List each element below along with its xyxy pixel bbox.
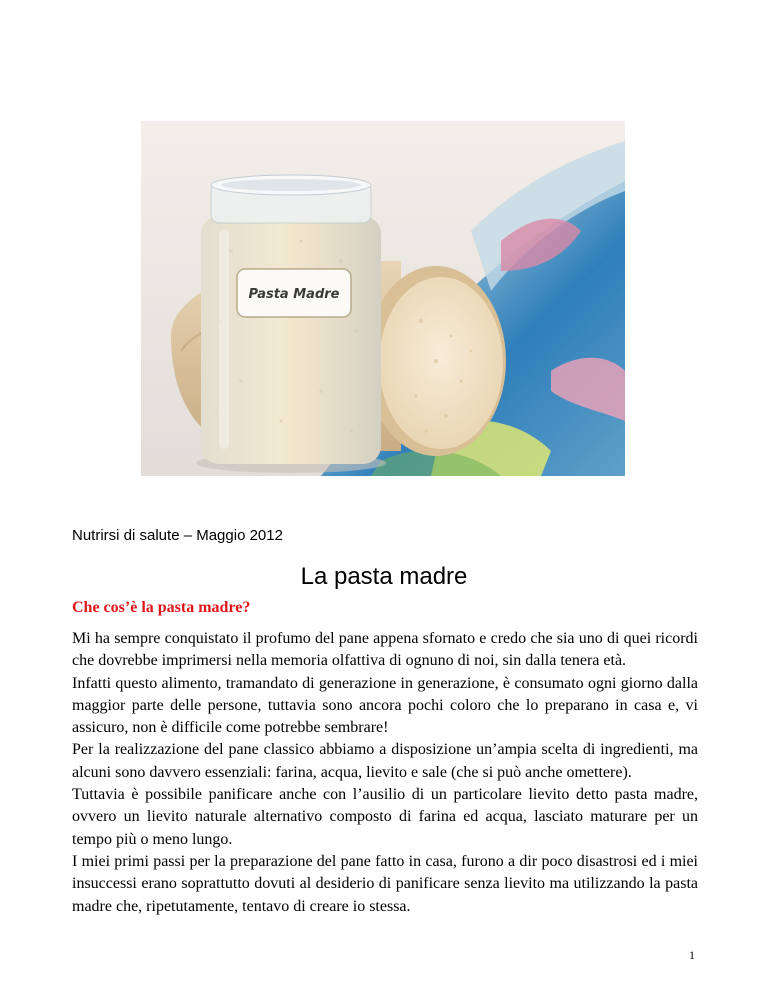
document-title: La pasta madre [300, 563, 468, 590]
pasta-madre-photo [141, 121, 625, 476]
paragraph: Infatti questo alimento, tramandato di generazione in generazione, è consumato ogni giorno dalla maggior parte delle persone, tuttavia sono ancora pochi coloro che lo preparano in casa e, vi assicuro, non è difficile come potrebbe sembrare! [72, 674, 698, 737]
paragraph: Tuttavia è possibile panificare anche con l’ausilio di un particolare lievito detto pasta madre, ovvero un lievito naturale alternativo composto di farina ed acqua, lasciato maturare per un tempo più o meno lungo. [72, 786, 698, 848]
document-subtitle: Nutrirsi di salute – Maggio 2012 [72, 527, 283, 544]
page-number: 1 [689, 948, 695, 962]
section-body [72, 628, 698, 918]
paragraph: Mi ha sempre conquistato il profumo del pane appena sfornato e credo che sia uno di quei ricordi che dovrebbe imprimersi nella memoria olfattiva di ognuno di noi, sin dalla tenera età. [72, 630, 698, 670]
section-heading: Che cos’è la pasta madre? [72, 599, 251, 616]
paragraph: Per la realizzazione del pane classico abbiamo a disposizione un’ampia scelta di ingredienti, ma alcuni sono davvero essenziali: farina, acqua, lievito e sale (che si può anche omettere). [72, 741, 698, 781]
paragraph: I miei primi passi per la preparazione del pane fatto in casa, furono a dir poco disastrosi ed i miei insuccessi erano soprattutto dovuti al desiderio di panificare senza lievito ma utilizzando la pasta madre che, ripetutamente, tentavo di creare io stessa. [72, 852, 698, 915]
jar-label: Pasta Madre [248, 287, 340, 302]
